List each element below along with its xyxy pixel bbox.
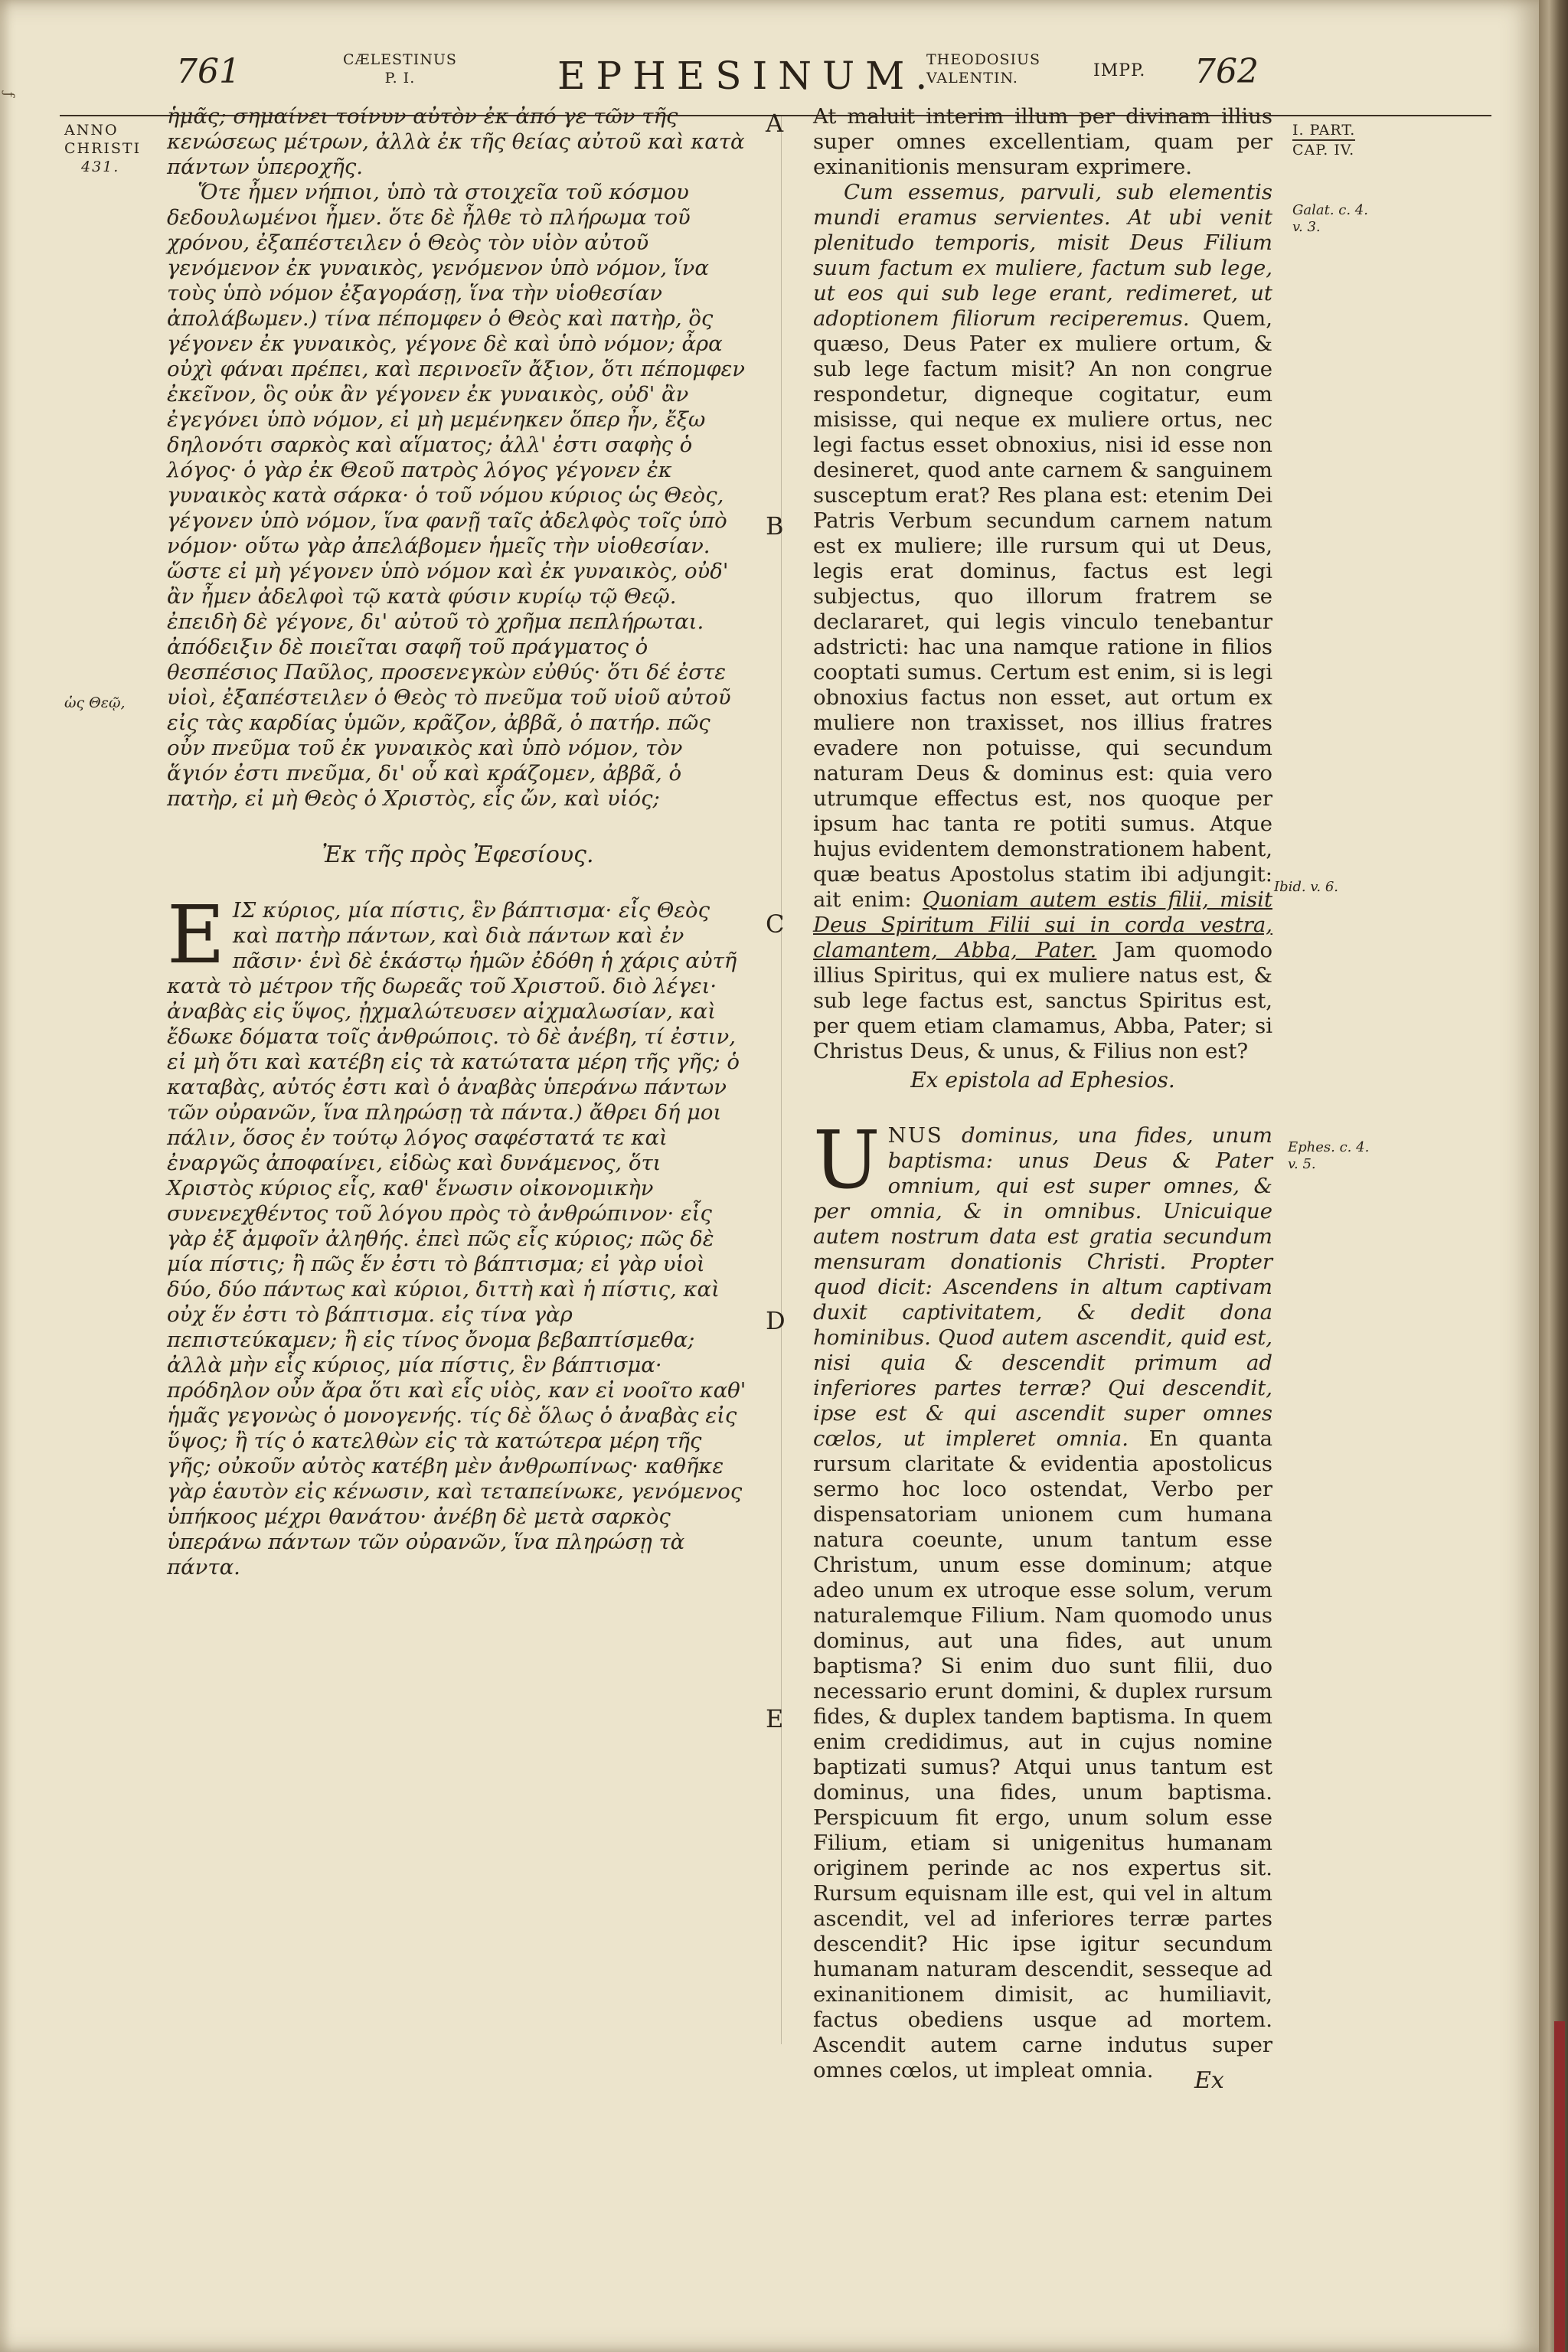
latin-scripture-ephes: dominus, una fides, unum baptisma: unus Deus & Pater omnium, qui est super omnes, & per omnia, & in omnibus. Unicuique autem nostrum data est gratia secundum mensuram donationis Christi. Propter quod dicit: Ascendens in altum captivam duxit captivitatem, & dedit dona hominibus. Quod autem ascendit, quid est, nisi quia & descendit primum ad inferiores partes terræ? Qui descendit, ipse est & qui ascendit super omnes cœlos, ut impleret omnia. bbox=[813, 1123, 1272, 1451]
latin-scripture-quote: Quoniam autem estis filii, misit Deus Spiritum Filii sui in corda vestra, clamantem, Abba, Pater. bbox=[813, 887, 1272, 962]
part-note bbox=[1292, 121, 1355, 159]
book-edge-red-band bbox=[1554, 2021, 1565, 2352]
cap-label: CAP. IV. bbox=[1292, 142, 1355, 158]
ephes-verse: v. 5. bbox=[1288, 1156, 1316, 1172]
latin-paragraph-2 bbox=[813, 180, 1272, 1064]
greek-paragraph-2: Ὅτε ἦμεν νήπιοι, ὑπὸ τὰ στοιχεῖα τοῦ κόσμου δεδουλωμένοι ἦμεν. ὅτε δὲ ἦλθε τὸ πλήρωμα τοῦ χρόνου, ἐξαπέστειλεν ὁ Θεὸς τὸν υἱὸν αὐτοῦ γενόμενον ἐκ γυναικὸς, γενόμενον ὑπὸ νόμον, ἵνα τοὺς ὑπὸ νόμον ἐξαγοράσῃ, ἵνα τὴν υἱοθεσίαν ἀπολάβωμεν.) τίνα πέπομφεν ὁ Θεὸς καὶ πατὴρ, ὃς γέγονεν ἐκ γυναικὸς, γέγονε δὲ καὶ ὑπὸ νόμον; ἆρα οὐχὶ φάναι πρέπει, καὶ περινοεῖν ἄξιον, ὅτι πέπομφεν ἐκεῖνον, ὃς οὐκ ἂν γέγονεν ἐκ γυναικὸς, οὐδ' ἂν ἐγεγόνει ὑπὸ νόμον, εἰ μὴ μεμένηκεν ὅπερ ἦν, ἔξω δηλονότι σαρκὸς καὶ αἵματος; ἀλλ' ἐστι σαφὴς ὁ λόγος· ὁ γὰρ ἐκ Θεοῦ πατρὸς λόγος γέγονεν ἐκ γυναικὸς κατὰ σάρκα· ὁ τοῦ νόμου κύριος ὡς Θεὸς, γέγονεν ὑπὸ νόμον, ἵνα φανῇ ταῖς ἀδελφὸς τοῖς ὑπὸ νόμον· οὕτω γὰρ ἀπελάβομεν ἡμεῖς τὴν υἱοθεσίαν. ὥστε εἰ μὴ γέγονεν ὑπὸ νόμον καὶ ἐκ γυναικὸς, οὐδ' ἂν ἦμεν ἀδελφοὶ τῷ κατὰ φύσιν κυρίῳ τῷ Θεῷ. ἐπειδὴ δὲ γέγονε, δι' αὐτοῦ τὸ χρῆμα πεπλήρωται. ἀπόδειξιν δὲ ποιεῖται σαφῆ τοῦ πράγματος ὁ θεσπέσιος Παῦλος, προσενεγκὼν εὐθύς· ὅτι δέ ἐστε υἱοὶ, ἐξαπέστειλεν ὁ Θεὸς τὸ πνεῦμα τοῦ υἱοῦ αὐτοῦ εἰς τὰς καρδίας ὑμῶν, κρᾶζον, ἀββᾶ, ὁ πατήρ. πῶς οὖν πνεῦμα τοῦ ἐκ γυναικὸς καὶ ὑπὸ νόμον, τὸν ἅγιόν ἐστι πνεῦμα, δι' οὗ καὶ κράζομεν, ἀββᾶ, ὁ πατὴρ, εἰ μὴ Θεὸς ὁ Χριστὸς, εἷς ὤν, καὶ υἱός; bbox=[167, 180, 745, 811]
galat-label: Galat. c. 4. bbox=[1292, 202, 1368, 218]
section-letter-a: A bbox=[766, 109, 784, 138]
column-gutter bbox=[781, 115, 782, 2044]
year-label: 431. bbox=[81, 158, 120, 175]
header-emperors bbox=[926, 51, 1040, 87]
year-note bbox=[64, 121, 141, 176]
galat-verse: v. 3. bbox=[1292, 219, 1321, 235]
greek-paragraph-3 bbox=[167, 888, 749, 1580]
latin-dropcap: U bbox=[813, 1113, 880, 1207]
christi-label: CHRISTI bbox=[64, 140, 142, 157]
spine-mark: ƒ bbox=[1, 92, 17, 97]
caelestinus-sub: P. I. bbox=[384, 70, 416, 87]
page-number-left: 761 bbox=[176, 52, 240, 91]
section-letter-c: C bbox=[766, 910, 785, 939]
latin-paragraph-3 bbox=[813, 1113, 1272, 2083]
latin-scripture-galat: Cum essemus, parvuli, sub elementis mundi eramus servientes. At ubi venit plenitudo temporis, misit Deus Filium suum factum ex muliere, factum sub lege, ut eos qui sub lege erant, redimeret, ut adoptionem filiorum reciperemus. bbox=[813, 180, 1272, 331]
part-label: I. PART. bbox=[1292, 121, 1355, 141]
running-title: EPHESINUM. bbox=[557, 54, 939, 98]
latin-paragraph-3-text: En quanta rursum claritate & evidentia apostolicus sermo hoc loco ostendat, Verbo per dispensatoriam unionem cum humana natura coeunte, unum tantum esse Christum, unum esse dominum; atque adeo unum ex utroque esse solum, verum naturalemque Filium. Nam quomodo unus dominus, aut una fides, aut unum baptisma? Si enim duo sunt filii, duo necessario erunt domini, & duplex rursum fides, & duplex tandem baptisma. In quem enim credidimus, aut in cujus nomine baptizati sumus? Atqui unus tantum est dominus, una fides, unum baptisma. Perspicuum fit ergo, unum solum esse Filium, etiam si unigenitus humanam originem perinde ac nos expertus sit. Rursum equisnam ille est, qui vel in altum ascendit, vel ad inferiores terræ partes descendit? Hic ipse igitur secundum humanam naturam descendit, sesseque ad exinanitionem dimisit, ac humiliavit, factus obediens usque ad mortem. Ascendit autem carne indutus super omnes cœlos, ut impleat omnia. bbox=[813, 1426, 1272, 2082]
page-number-right: 762 bbox=[1194, 52, 1259, 91]
greek-paragraph-1: ἡμᾶς; σημαίνει τοίνυν αὐτὸν ἐκ ἀπό γε τῶν τῆς κενώσεως μέτρων, ἀλλὰ ἐκ τῆς θείας αὐτοῦ καὶ κατὰ πάντων ὑπεροχῆς. bbox=[167, 104, 745, 179]
latin-section-title: Ex epistola ad Ephesios. bbox=[910, 1067, 1175, 1093]
caelestinus-name: CÆLESTINUS bbox=[343, 51, 457, 68]
header-caelestinus bbox=[343, 51, 457, 87]
greek-paragraph-3-text: ΙΣ κύριος, μία πίστις, ἓν βάπτισμα· εἷς Θεὸς καὶ πατὴρ πάντων, καὶ διὰ πάντων καὶ ἐν πᾶσιν· ἑνὶ δὲ ἑκάστῳ ἡμῶν ἐδόθη ἡ χάρις αὐτῆ κατὰ τὸ μέτρον τῆς δωρεᾶς τοῦ Χριστοῦ. διὸ λέγει· ἀναβὰς εἰς ὕψος, ᾐχμαλώτευσεν αἰχμαλωσίαν, καὶ ἔδωκε δόματα τοῖς ἀνθρώποις. τὸ δὲ ἀνέβη, τί ἐστιν, εἰ μὴ ὅτι καὶ κατέβη εἰς τὰ κατώτατα μέρη τῆς γῆς; ὁ καταβὰς, αὐτός ἐστι καὶ ὁ ἀναβὰς ὑπεράνω πάντων τῶν οὐρανῶν, ἵνα πληρώσῃ τὰ πάντα.) ἄθρει δή μοι πάλιν, ὅσος ἐν τούτῳ λόγος σαφέστατά τε καὶ ἐναργῶς ἀποφαίνει, εἰδὼς καὶ δυνάμενος, ὅτι Χριστὸς κύριος εἷς, καθ' ἕνωσιν οἰκονομικὴν συνενεχθέντος τοῦ λόγου πρὸς τὸ ἀνθρώπινον· εἷς γὰρ ἐξ ἀμφοῖν ἀληθής. ἐπεὶ πῶς εἷς κύριος; πῶς δὲ μία πίστις; ἢ πῶς ἕν ἐστι τὸ βάπτισμα; εἰ γὰρ υἱοὶ δύο, δύο πάντως καὶ κύριοι, διττὴ καὶ ἡ πίστις, καὶ οὐχ ἕν ἐστι τὸ βάπτισμα. εἰς τίνα γὰρ πεπιστεύκαμεν; ἢ εἰς τίνος ὄνομα βεβαπτίσμεθα; ἀλλὰ μὴν εἷς κύριος, μία πίστις, ἓν βάπτισμα· πρόδηλον οὖν ἄρα ὅτι καὶ εἷς υἱὸς, καν εἰ νοοῖτο καθ' ἡμᾶς γεγονὼς ὁ μονογενής. τίς δὲ ὅλως ὁ ἀναβὰς εἰς ὕψος; ἢ τίς ὁ κατελθὼν εἰς τὰ κατώτερα μέρη τῆς γῆς; οὐκοῦν αὐτὸς κατέβη μὲν ἀνθρωπίνως· καθῆκε γὰρ ἑαυτὸν εἰς κένωσιν, καὶ τεταπείνωκε, γενόμενος ὑπήκοος μέχρι θανάτου· ἀνέβη δὲ μετὰ σαρκὸς ὑπεράνω πάντων τῶν οὐρανῶν, ἵνα πληρώσῃ τὰ πάντα. bbox=[167, 898, 746, 1579]
galat-ref bbox=[1292, 202, 1368, 236]
book-edge bbox=[1539, 0, 1568, 2352]
ephes-ref bbox=[1288, 1139, 1369, 1173]
catchword: Ex bbox=[1194, 2067, 1224, 2094]
section-letter-e: E bbox=[766, 1704, 784, 1733]
header-impp: IMPP. bbox=[1093, 61, 1146, 80]
anno-label: ANNO bbox=[64, 122, 119, 139]
latin-paragraph-1: At maluit interim illum per divinam illius super omnes excellentiam, quam per exinanitionis mensuram exprimere. bbox=[813, 104, 1272, 179]
greek-section-title: Ἐκ τῆς πρὸς Ἐφεσίους. bbox=[322, 841, 594, 868]
ibid-ref: Ibid. v. 6. bbox=[1274, 879, 1339, 895]
section-letter-d: D bbox=[766, 1306, 786, 1335]
greek-column bbox=[167, 104, 749, 1580]
latin-column bbox=[813, 104, 1272, 2083]
greek-margin-note: ὡς Θεῷ, bbox=[64, 694, 126, 711]
ephes-label: Ephes. c. 4. bbox=[1288, 1139, 1370, 1155]
greek-dropcap: Ε bbox=[167, 888, 225, 982]
latin-paragraph-2-text: Quem, quæso, Deus Pater ex muliere ortum, & sub lege factum misit? An non congrue respondetur, digneque cogitatur, eum misisse, qui neque ex muliere ortus, nec legi factus esset obnoxius, nisi id esse non desineret, quod ante carnem & sanguinem susceptum erat? Res plana est: etenim Dei Patris Verbum secundum carnem natum est ex muliere; ille rursum qui ut Deus, legis erat dominus, factus est legi subjectus, quo illorum fratrem se declararet, qui legis vinculo tenebantur adstricti: hac una namque ratione in filios cooptati sumus. Certum est enim, si is legi obnoxius factus non esset, aut ortum ex muliere non traxisset, nos illius fratres evadere non potuisse, qui secundum naturam Deus & dominus est: quia vero utrumque effectus est, nos quoque per ipsum hac tanta re potiti sumus. Atque hujus evidentem demonstrationem habent, quæ beatus Apostolus statim ibi adjungit: ait enim: bbox=[813, 306, 1272, 912]
latin-paragraph-2-end: Jam quomodo illius Spiritus, qui ex muliere natus est, & sub lege factus est, sanctus Spiritus est, per quem etiam clamamus, Abba, Pater; si Christus Deus, & unus, & Filius non est? bbox=[813, 938, 1272, 1063]
emperor-theodosius: THEODOSIUS bbox=[926, 51, 1041, 68]
emperor-valentinian: VALENTIN. bbox=[926, 70, 1018, 87]
latin-paragraph-3-start: NUS bbox=[887, 1123, 943, 1148]
section-letter-b: B bbox=[766, 511, 784, 541]
